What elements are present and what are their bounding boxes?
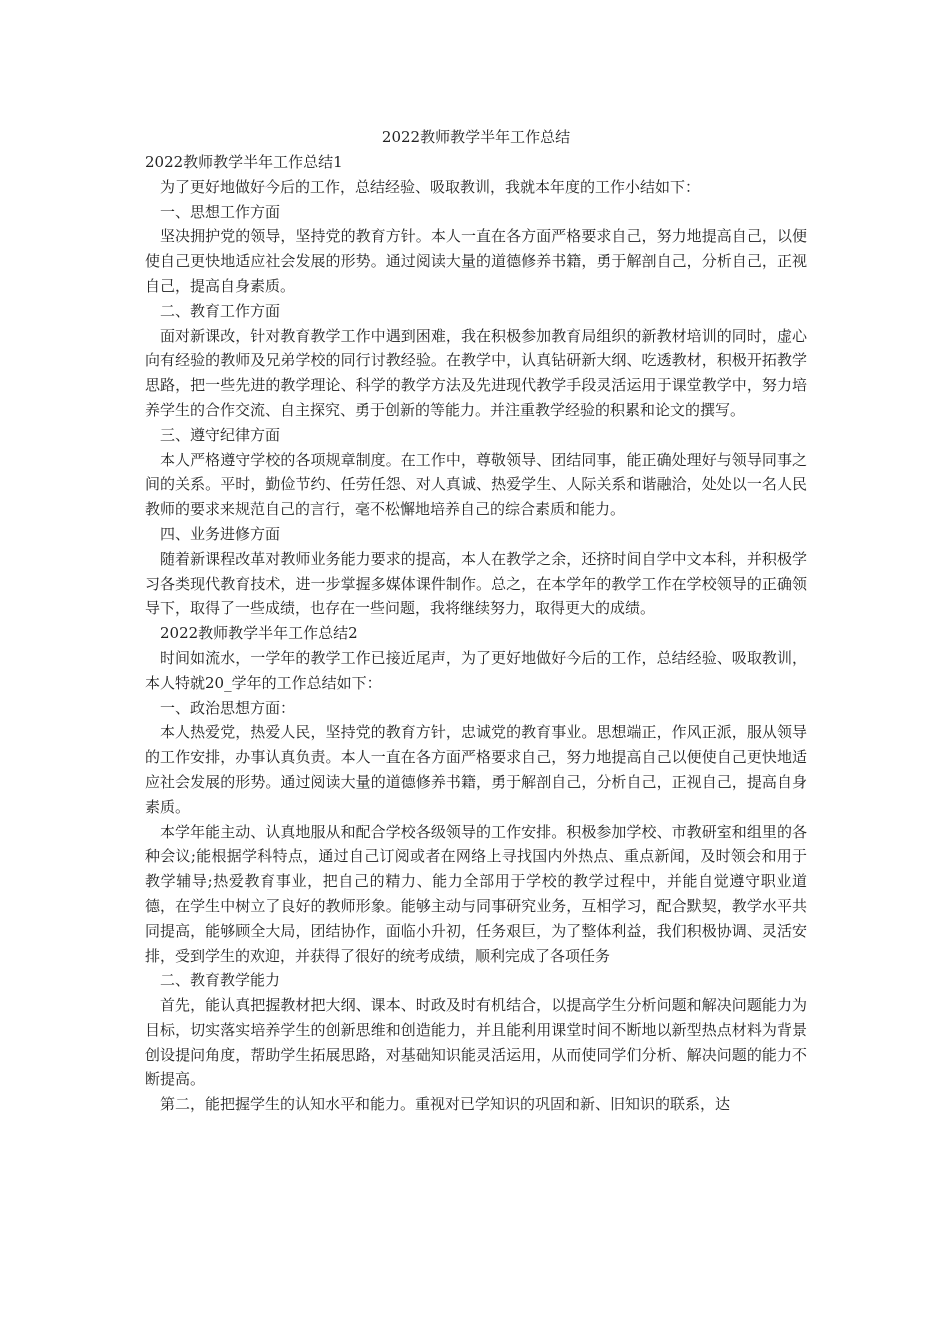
section1-heading: 2022教师教学半年工作总结1 [145, 153, 343, 171]
section2-heading: 2022教师教学半年工作总结2 [160, 624, 358, 643]
section2-item1-paragraph2: 本学年能主动、认真地服从和配合学校各级领导的工作安排。积极参加学校、市教研室和组里的各种会议;能根据学科特点，通过自己订阅或者在网络上寻找国内外热点、重点新闻，及时领会和用于教学辅导;热爱教育事业，把自己的精力、能力全部用于学校的教学过程中，并能自觉遵守职业道德，在学生中树立了良好的教师形象。能够主动与同事研究业务，互相学习，配合默契，教学水平共同提高，能够顾全大局，团结协作，面临小升初，任务艰巨，为了整体利益，我们积极协调、灵活安排，受到学生的欢迎，并获得了很好的统考成绩，顺利完成了各项任务 [145, 822, 807, 965]
section2-item1-heading: 一、政治思想方面： [160, 698, 296, 717]
document-title: 2022教师教学半年工作总结 [381, 128, 571, 146]
section1-item1-text: 坚决拥护党的领导，坚持党的教育方针。本人一直在各方面严格要求自己，努力地提高自己，以便使自己更快地适应社会发展的形势。通过阅读大量的道德修养书籍，勇于解剖自己，分析自己，正视自己，提高自身素质。 [145, 227, 807, 295]
section2-item2-heading: 二、教育教学能力 [160, 971, 281, 990]
section2-intro: 时间如流水，一学年的教学工作已接近尾声，为了更好地做好今后的工作，总结经验、吸取教训，本人特就20_学年的工作总结如下： [145, 648, 807, 692]
section2-item2-paragraph2: 第二，能把握学生的认知水平和能力。重视对已学知识的巩固和新、旧知识的联系，达 [160, 1095, 731, 1114]
section1-item2-text: 面对新课改，针对教育教学工作中遇到困难，我在积极参加教育局组织的新教材培训的同时，虚心向有经验的教师及兄弟学校的同行讨教经验。在教学中，认真钻研新大纲、吃透教材，积极开拓教学思路，把一些先进的教学理论、科学的教学方法及先进现代教学手段灵活运用于课堂教学中，努力培养学生的合作交流、自主探究、勇于创新的等能力。并注重教学经验的积累和论文的撰写。 [145, 326, 807, 419]
section1-item4-text: 随着新课程改革对教师业务能力要求的提高，本人在教学之余，还挤时间自学中文本科，并积极学习各类现代教育技术，进一步掌握多媒体课件制作。总之，在本学年的教学工作在学校领导的正确领导下，取得了一些成绩，也存在一些问题，我将继续努力，取得更大的成绩。 [145, 549, 807, 618]
section2-item1-paragraph1: 本人热爱党，热爱人民，坚持党的教育方针，忠诚党的教育事业。思想端正，作风正派，服从领导的工作安排，办事认真负责。本人一直在各方面严格要求自己，努力地提高自己以便使自己更快地适应社会发展的形势。通过阅读大量的道德修养书籍，勇于解剖自己，分析自己，正视自己，提高自身素质。 [145, 723, 807, 816]
section1-item1-heading: 一、思想工作方面 [160, 202, 281, 221]
section1-item3-text: 本人严格遵守学校的各项规章制度。在工作中，尊敬领导、团结同事，能正确处理好与领导同事之间的关系。平时，勤俭节约、任劳任怨、对人真诚、热爱学生、人际关系和谐融洽，处处以一名人民教师的要求来规范自己的言行，毫不松懈地培养自己的综合素质和能力。 [145, 450, 807, 519]
section1-intro: 为了更好地做好今后的工作，总结经验、吸取教训，我就本年度的工作小结如下： [160, 177, 701, 196]
section2-item2-paragraph1: 首先，能认真把握教材把大纲、课本、时政及时有机结合，以提高学生分析问题和解决问题能力为目标，切实落实培养学生的创新思维和创造能力，并且能利用课堂时间不断地以新型热点材料为背景创设提问角度，帮助学生拓展思路，对基础知识能灵活运用，从而使同学们分析、解决问题的能力不断提高。 [145, 996, 807, 1089]
section1-item4-heading: 四、业务进修方面 [160, 524, 281, 543]
section1-item2-heading: 二、教育工作方面 [160, 301, 281, 320]
section1-item3-heading: 三、遵守纪律方面 [160, 425, 281, 444]
document-content [145, 124, 807, 1117]
